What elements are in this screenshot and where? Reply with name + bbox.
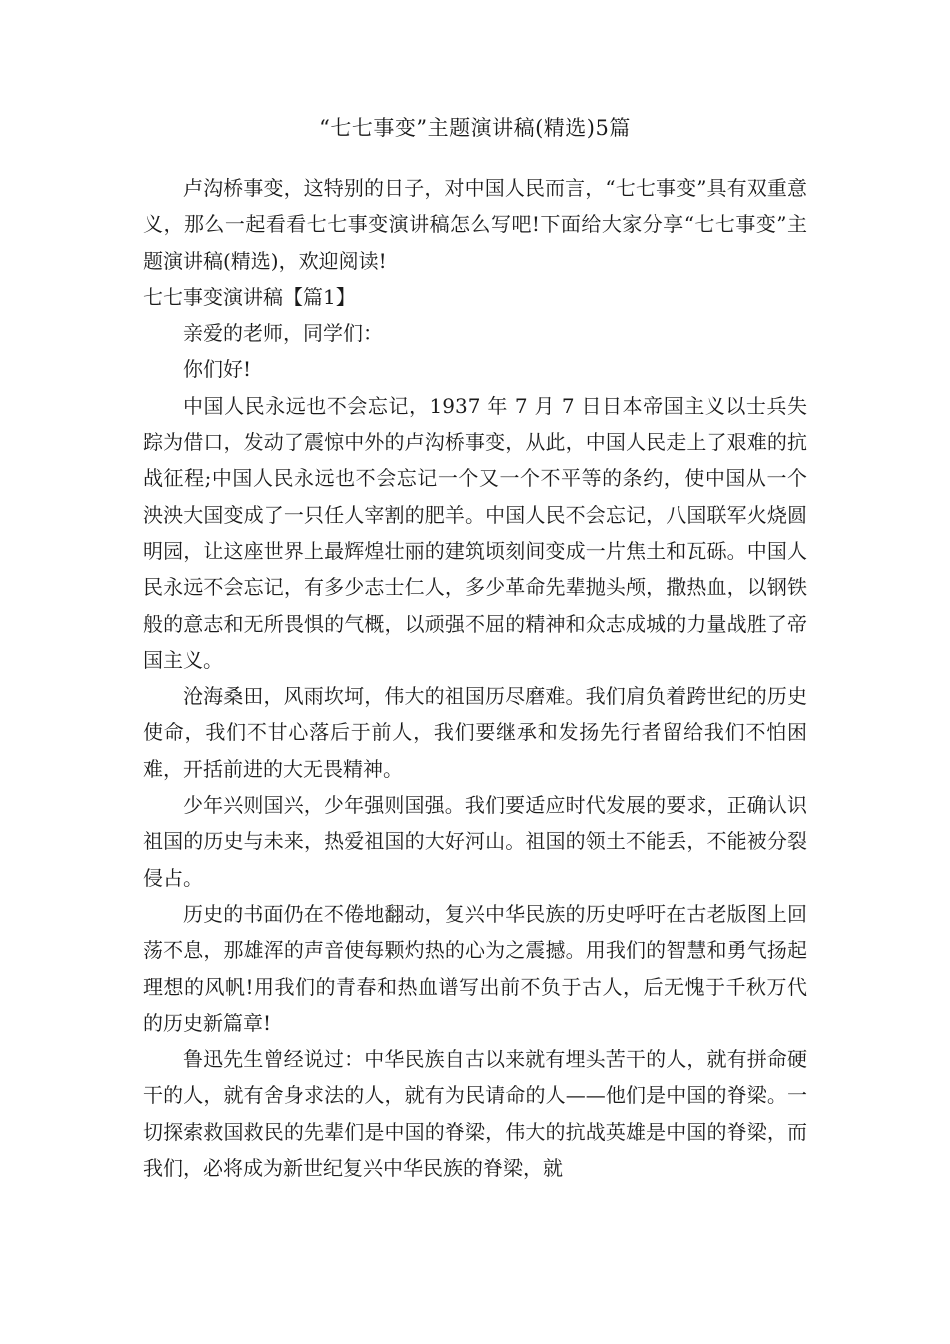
body-paragraph: 少年兴则国兴，少年强则国强。我们要适应时代发展的要求，正确认识祖国的历史与未来，热爱祖国的大好河山。祖国的领土不能丢，不能被分裂侵占。 <box>143 793 807 890</box>
greeting: 你们好! <box>183 357 252 382</box>
intro-paragraph: 卢沟桥事变，这特别的日子，对中国人民而言，“七七事变”具有双重意义，那么一起看看七七事变演讲稿怎么写吧!下面给大家分享“七七事变”主题演讲稿(精选)，欢迎阅读! <box>143 176 807 273</box>
section-heading: 七七事变演讲稿【篇1】 <box>143 284 356 309</box>
body-paragraph: 中国人民永远也不会忘记，1937 年 7 月 7 日日本帝国主义以士兵失踪为借口，发动了震惊中外的卢沟桥事变，从此，中国人民走上了艰难的抗战征程;中国人民永远也不会忘记一个又一个不平等的条约，使中国从一个泱泱大国变成了一只任人宰割的肥羊。中国人民不会忘记，八国联军火烧圆明园，让这座世界上最辉煌壮丽的建筑顷刻间变成一片焦土和瓦砾。中国人民永远不会忘记，有多少志士仁人，多少革命先辈抛头颅，撒热血，以钢铁般的意志和无所畏惧的气概，以顽强不屈的精神和众志成城的力量战胜了帝国主义。 <box>143 393 807 672</box>
document-title: “七七事变”主题演讲稿(精选)5篇 <box>319 116 631 140</box>
salutation: 亲爱的老师，同学们： <box>183 321 383 346</box>
body-paragraph: 沧海桑田，风雨坎坷，伟大的祖国历尽磨难。我们肩负着跨世纪的历史使命，我们不甘心落后于前人，我们要继承和发扬先行者留给我们不怕困难，开括前进的大无畏精神。 <box>143 684 807 781</box>
body-paragraph: 历史的书面仍在不倦地翻动，复兴中华民族的历史呼吁在古老版图上回荡不息，那雄浑的声音使每颗灼热的心为之震撼。用我们的智慧和勇气扬起理想的风帆!用我们的青春和热血谱写出前不负于古人，后无愧于千秋万代的历史新篇章! <box>143 901 807 1035</box>
body-paragraph: 鲁迅先生曾经说过：中华民族自古以来就有埋头苦干的人，就有拼命硬干的人，就有舍身求法的人，就有为民请命的人——他们是中国的脊梁。一切探索救国救民的先辈们是中国的脊梁，伟大的抗战英雄是中国的脊梁，而我们，必将成为新世纪复兴中华民族的脊梁，就 <box>143 1047 807 1181</box>
document-body <box>143 170 807 1186</box>
